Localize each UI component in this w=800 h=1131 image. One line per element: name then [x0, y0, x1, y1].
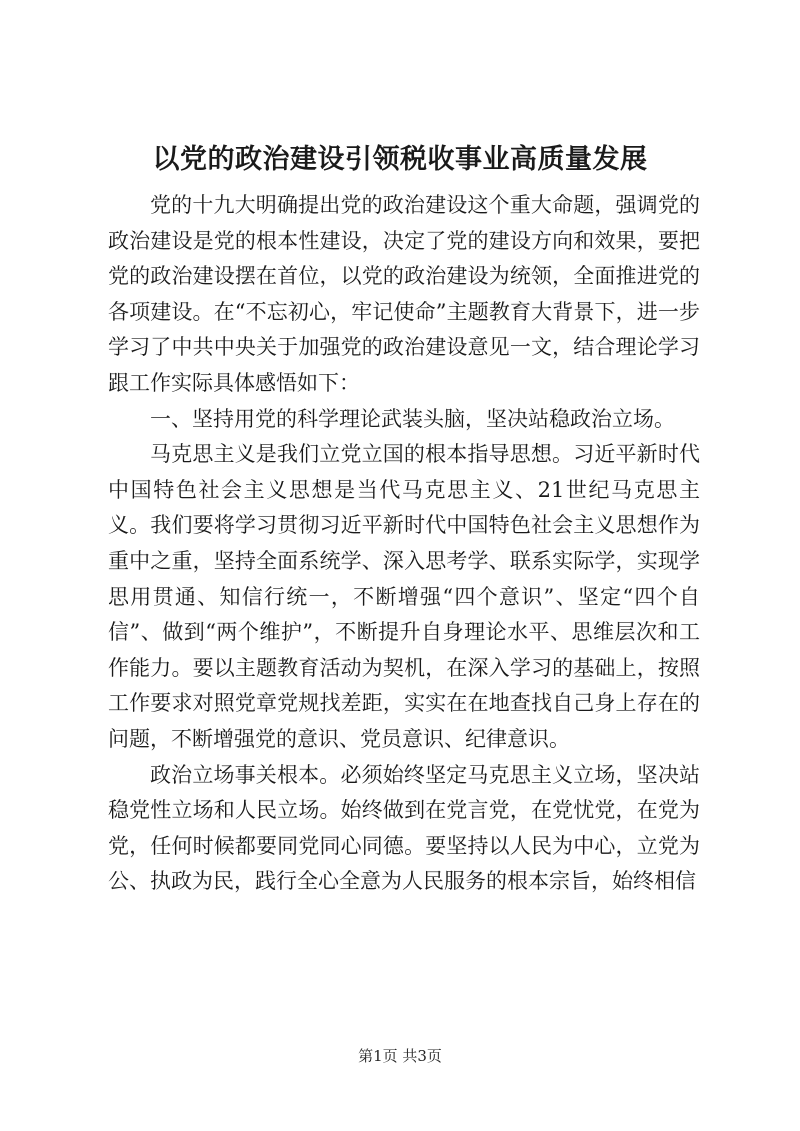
paragraph-marxism: 马克思主义是我们立党立国的根本指导思想。习近平新时代中国特色社会主义思想是当代马克思主义、21世纪马克思主义。我们要将学习贯彻习近平新时代中国特色社会主义思想作为重中之重，坚持全面系统学、深入思考学、联系实际学，实现学思用贯通、知信行统一，不断增强“四个意识”、坚定“四个自信”、做到“两个维护”，不断提升自身理论水平、思维层次和工作能力。要以主题教育活动为契机，在深入学习的基础上，按照工作要求对照党章党规找差距，实实在在地查找自己身上存在的问题，不断增强党的意识、党员意识、纪律意识。 — [108, 442, 700, 751]
paragraph-political-stance: 政治立场事关根本。必须始终坚定马克思主义立场，坚决站稳党性立场和人民立场。始终做到在党言党，在党忧党，在党为党，任何时候都要同党同心同德。要坚持以人民为中心，立党为公、执政为民，践行全心全意为人民服务的根本宗旨，始终相信 — [108, 762, 700, 894]
paragraph-intro: 党的十九大明确提出党的政治建设这个重大命题，强调党的政治建设是党的根本性建设，决定了党的建设方向和效果，要把党的政治建设摆在首位，以党的政治建设为统领，全面推进党的各项建设。在“不忘初心，牢记使命”主题教育大背景下，进一步学习了中共中央关于加强党的政治建设意见一文，结合理论学习跟工作实际具体感悟如下： — [108, 193, 700, 395]
section-heading-1: 一、坚持用党的科学理论武装头脑，坚决站稳政治立场。 — [150, 406, 675, 431]
document-title: 以党的政治建设引领税收事业高质量发展 — [152, 144, 648, 175]
document-body — [108, 188, 700, 900]
page-footer: 第1页 共3页 — [358, 1047, 442, 1065]
